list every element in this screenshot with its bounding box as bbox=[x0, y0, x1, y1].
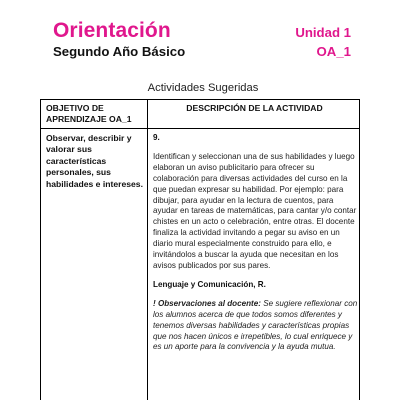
description-column-header: DESCRIPCIÓN DE LA ACTIVIDAD bbox=[186, 103, 323, 113]
column-divider bbox=[147, 100, 148, 400]
activities-table bbox=[40, 99, 360, 400]
activity-description: Identifican y seleccionan una de sus habilidades y luego elaboran un aviso publicitario para ofrecer su colaboración para diversas actividades del curso en la que puedan expresar su habilidad. Por ejemplo: para dibujar, para ayudar en la lectura de cuentos, para ayudar en tareas de matemáticas, para cantar y/o contar chistes en un acto o celebración, entre otras. El docente finaliza la actividad invitando a pegar su aviso en un diario mural especialmente construido para ello, e invitándolos a buscar la ayuda que necesitan en los avisos publicados por sus pares. bbox=[153, 151, 357, 270]
activity-number: 9. bbox=[153, 133, 160, 142]
grade-subtitle: Segundo Año Básico bbox=[53, 44, 186, 59]
teacher-observations bbox=[153, 299, 358, 354]
unit-label: Unidad 1 bbox=[295, 25, 351, 40]
objective-column-header: OBJETIVO DE APRENDIZAJE OA_1 bbox=[46, 103, 132, 124]
observations-text: Se sugiere reflexionar con los alumnos acerca de que todos somos diferentes y tenemos diversas habilidades y características propias que nos hacen únicos e irrepetibles, lo cual enriquece y es un aporte para la convivencia y la ayuda mutua. bbox=[153, 298, 358, 352]
description-cell bbox=[153, 133, 358, 353]
objective-code: OA_1 bbox=[316, 44, 351, 59]
objective-cell: Observar, describir y valorar sus características personales, sus habilidades e intereses. bbox=[46, 133, 143, 189]
header-divider bbox=[41, 128, 359, 129]
document-header bbox=[0, 0, 400, 70]
observations-label: ! Observaciones al docente: bbox=[153, 298, 261, 308]
section-title: Actividades Sugeridas bbox=[147, 82, 259, 94]
subject-reference: Lenguaje y Comunicación, R. bbox=[153, 279, 266, 289]
document-title: Orientación bbox=[53, 19, 171, 42]
